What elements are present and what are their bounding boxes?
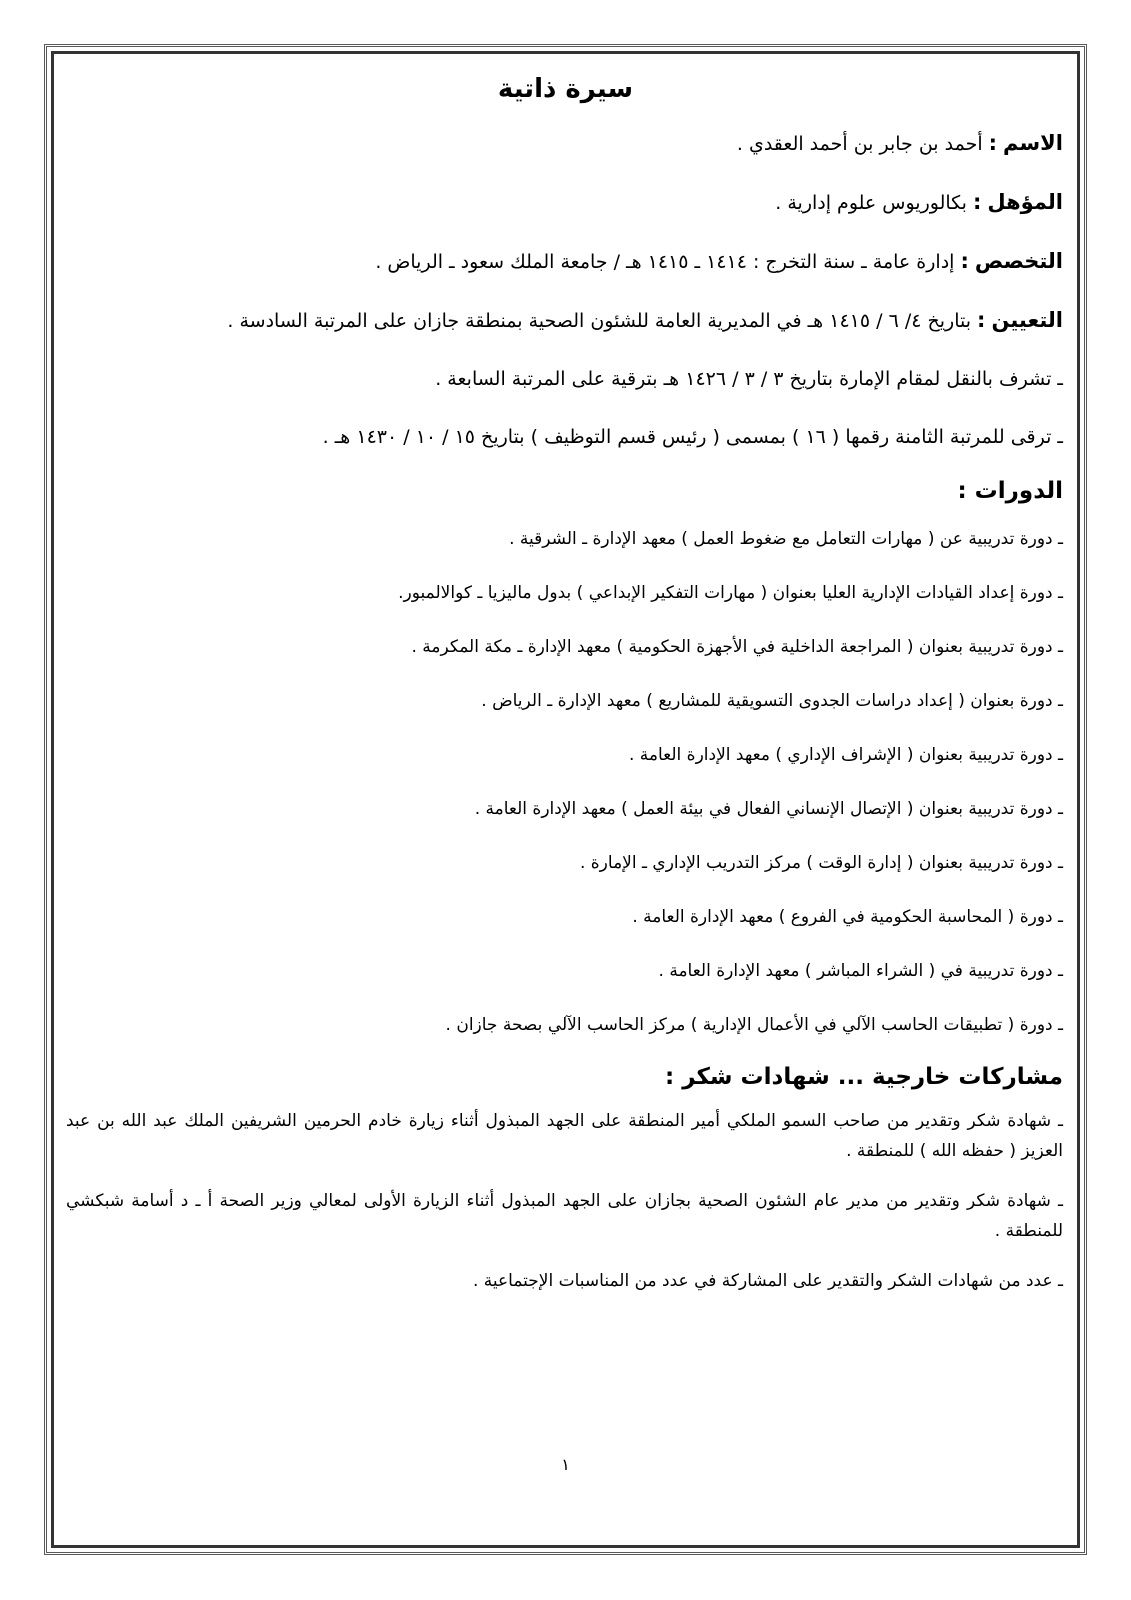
certificate-item: ـ عدد من شهادات الشكر والتقدير على المشاركة في عدد من المناسبات الإجتماعية . (472, 1271, 1063, 1291)
field-appointment-value: بتاريخ ٤/ ٦ / ١٤١٥ هـ في المديرية العامة للشئون الصحية بمنطقة جازان على المرتبة السادسة . (227, 310, 972, 332)
course-item: ـ دورة إعداد القيادات الإدارية العليا بعنوان ( مهارات التفكير الإبداعي ) بدول ماليزيا ـ كوالالمبور. (398, 583, 1063, 603)
course-item: ـ دورة تدريبية بعنوان ( الإشراف الإداري ) معهد الإدارة العامة . (628, 745, 1063, 765)
course-item: ـ دورة تدريبية بعنوان ( المراجعة الداخلية في الأجهزة الحكومية ) معهد الإدارة ـ مكة المكرمة . (411, 637, 1063, 657)
cv-content (66, 62, 1065, 1316)
field-qualification-label: المؤهل (987, 190, 1063, 214)
field-qualification-value: بكالوريوس علوم إدارية . (775, 192, 967, 214)
document-title: سيرة ذاتية (497, 74, 634, 104)
certificate-item: ـ شهادة شكر وتقدير من صاحب السمو الملكي أمير المنطقة على الجهد المبذول أثناء زيارة خادم الحرمين الشريفين الملك عبد الله بن عبد العزيز ( حفظه الله ) للمنطقة . (66, 1111, 1063, 1161)
page-number: ١ (561, 1455, 570, 1474)
course-item: ـ دورة ( المحاسبة الحكومية في الفروع ) معهد الإدارة العامة . (632, 907, 1063, 927)
field-qualification: المؤهل:بكالوريوس علوم إدارية . (775, 190, 1063, 214)
course-item: ـ دورة بعنوان ( إعداد دراسات الجدوى التسويقية للمشاريع ) معهد الإدارة ـ الرياض . (481, 691, 1063, 711)
course-item: ـ دورة تدريبية بعنوان ( إدارة الوقت ) مركز التدريب الإداري ـ الإمارة . (579, 853, 1063, 873)
field-specialization: التخصص:إدارة عامة ـ سنة التخرج : ١٤١٤ ـ ١٤١٥ هـ / جامعة الملك سعود ـ الرياض . (375, 249, 1063, 273)
course-item: ـ دورة تدريبية عن ( مهارات التعامل مع ضغوط العمل ) معهد الإدارة ـ الشرقية . (509, 529, 1063, 549)
course-item: ـ دورة تدريبية في ( الشراء المباشر ) معهد الإدارة العامة . (658, 961, 1063, 981)
certificates-heading: مشاركات خارجية ... شهادات شكر : (665, 1064, 1063, 1090)
certificate-item: ـ شهادة شكر وتقدير من مدير عام الشئون الصحية بجازان على الجهد المبذول أثناء الزيارة الأولى لمعالي وزير الصحة أ ـ د أسامة شبكشي للمنطقة . (66, 1191, 1063, 1241)
field-appointment-label: التعيين (991, 308, 1063, 332)
career-line: ـ تشرف بالنقل لمقام الإمارة بتاريخ ٣ / ٣ / ١٤٢٦ هـ بترقية على المرتبة السابعة . (435, 368, 1063, 390)
field-appointment: التعيين:بتاريخ ٤/ ٦ / ١٤١٥ هـ في المديرية العامة للشئون الصحية بمنطقة جازان على المرتبة السادسة . (227, 308, 1063, 332)
field-name: الاسم:أحمد بن جابر بن أحمد العقدي . (736, 131, 1063, 155)
field-specialization-label: التخصص (974, 249, 1063, 273)
field-specialization-value: إدارة عامة ـ سنة التخرج : ١٤١٤ ـ ١٤١٥ هـ / جامعة الملك سعود ـ الرياض . (375, 251, 955, 273)
field-name-value: أحمد بن جابر بن أحمد العقدي . (736, 133, 983, 155)
course-item: ـ دورة تدريبية بعنوان ( الإتصال الإنساني الفعال في بيئة العمل ) معهد الإدارة العامة . (474, 799, 1063, 819)
career-line: ـ ترقى للمرتبة الثامنة رقمها ( ١٦ ) بمسمى ( رئيس قسم التوظيف ) بتاريخ ١٥ / ١٠ / ١٤٣٠ هـ . (322, 426, 1063, 448)
courses-heading: الدورات : (957, 478, 1063, 504)
course-item: ـ دورة ( تطبيقات الحاسب الآلي في الأعمال الإدارية ) مركز الحاسب الآلي بصحة جازان . (445, 1015, 1063, 1035)
field-name-label: الاسم (1003, 131, 1063, 155)
